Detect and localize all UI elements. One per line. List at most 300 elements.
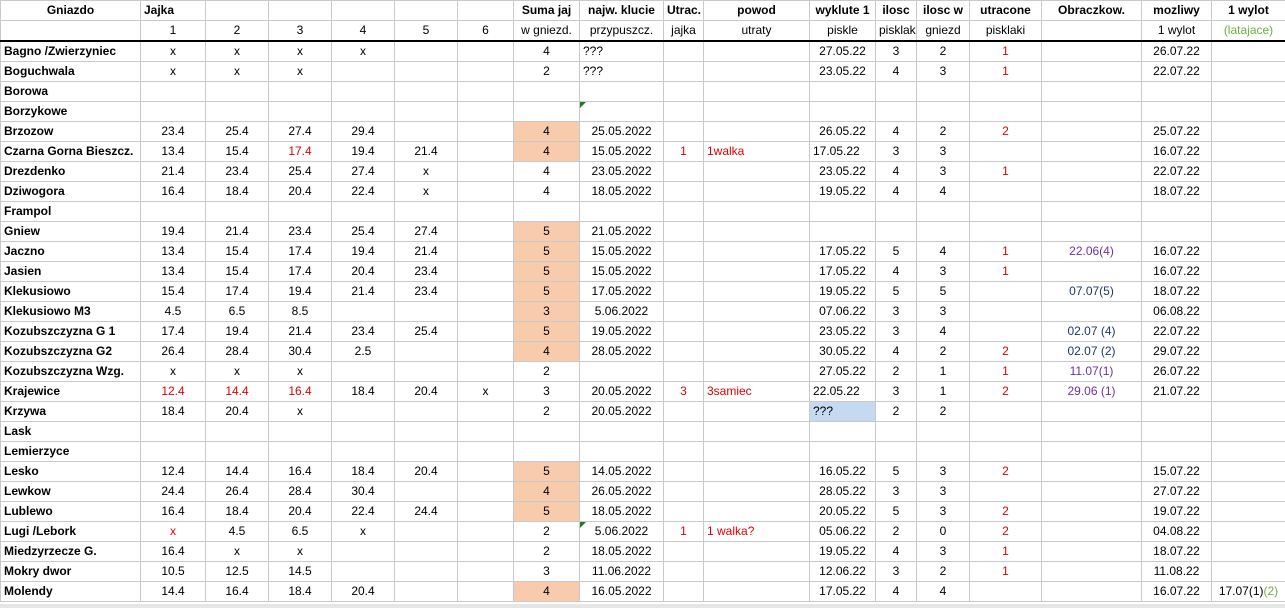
gniazdo-header[interactable]: Gniazdo xyxy=(1,1,141,21)
lost-chicks-cell[interactable]: 2 xyxy=(970,342,1042,362)
possible-flight-cell[interactable]: 18.07.22 xyxy=(1142,542,1212,562)
nest-name-cell[interactable]: Kozubszczyzna Wzg. xyxy=(1,362,141,382)
in-nest-cell[interactable]: 3 xyxy=(917,502,970,522)
in-nest-cell[interactable]: 2 xyxy=(917,402,970,422)
wylot-header[interactable]: (latajace) xyxy=(1212,21,1285,42)
chicks-count-cell[interactable]: 5 xyxy=(876,242,917,262)
loss-reason-cell[interactable] xyxy=(704,162,810,182)
ringing-cell[interactable] xyxy=(1042,482,1142,502)
in-nest-cell[interactable]: 3 xyxy=(917,462,970,482)
egg-date-cell[interactable] xyxy=(269,442,332,462)
mozliwy-header[interactable]: mozliwy xyxy=(1142,1,1212,21)
egg-sum-cell[interactable]: 5 xyxy=(514,222,580,242)
possible-flight-cell[interactable] xyxy=(1142,222,1212,242)
hatch-date-cell[interactable]: 20.05.2022 xyxy=(580,382,664,402)
header-cell[interactable]: 4 xyxy=(332,21,395,42)
egg-date-cell[interactable]: 14.5 xyxy=(269,562,332,582)
first-flight-cell[interactable] xyxy=(1212,242,1285,262)
lost-chicks-cell[interactable] xyxy=(970,222,1042,242)
ringing-cell[interactable] xyxy=(1042,122,1142,142)
egg-date-cell[interactable]: 12.4 xyxy=(141,462,206,482)
nest-name-cell[interactable]: Lesko xyxy=(1,462,141,482)
egg-date-cell[interactable]: x xyxy=(458,382,514,402)
nest-name-cell[interactable]: Klekusiowo M3 xyxy=(1,302,141,322)
egg-date-cell[interactable] xyxy=(332,82,395,102)
egg-date-cell[interactable]: x xyxy=(332,41,395,62)
lost-chicks-cell[interactable]: 1 xyxy=(970,162,1042,182)
egg-sum-cell[interactable]: 4 xyxy=(514,182,580,202)
egg-date-cell[interactable] xyxy=(458,302,514,322)
egg-date-cell[interactable] xyxy=(458,562,514,582)
hatch-date-cell[interactable]: 15.05.2022 xyxy=(580,142,664,162)
egg-date-cell[interactable]: 23.4 xyxy=(269,222,332,242)
lost-eggs-cell[interactable] xyxy=(664,222,704,242)
hatch-date-cell[interactable]: 18.05.2022 xyxy=(580,502,664,522)
egg-date-cell[interactable]: 20.4 xyxy=(332,262,395,282)
egg-date-cell[interactable]: 8.5 xyxy=(269,302,332,322)
egg-sum-cell[interactable] xyxy=(514,422,580,442)
first-hatch-cell[interactable]: 27.05.22 xyxy=(810,41,876,62)
najw-klucie-header[interactable]: przypuszcz. xyxy=(580,21,664,42)
lost-chicks-cell[interactable]: 2 xyxy=(970,522,1042,542)
ringing-cell[interactable] xyxy=(1042,142,1142,162)
egg-date-cell[interactable]: x xyxy=(206,542,269,562)
egg-date-cell[interactable]: x xyxy=(395,162,458,182)
egg-date-cell[interactable] xyxy=(332,422,395,442)
loss-reason-cell[interactable] xyxy=(704,62,810,82)
egg-date-cell[interactable]: x xyxy=(269,41,332,62)
chicks-count-cell[interactable]: 5 xyxy=(876,462,917,482)
mozliwy-header[interactable]: 1 wylot xyxy=(1142,21,1212,42)
loss-reason-cell[interactable] xyxy=(704,302,810,322)
egg-date-cell[interactable]: 15.4 xyxy=(206,142,269,162)
lost-chicks-cell[interactable]: 1 xyxy=(970,542,1042,562)
in-nest-cell[interactable] xyxy=(917,442,970,462)
lost-eggs-cell[interactable] xyxy=(664,482,704,502)
first-hatch-cell[interactable]: 20.05.22 xyxy=(810,502,876,522)
hatch-date-cell[interactable]: 20.05.2022 xyxy=(580,402,664,422)
ringing-cell[interactable] xyxy=(1042,222,1142,242)
egg-date-cell[interactable] xyxy=(395,202,458,222)
egg-date-cell[interactable]: 17.4 xyxy=(141,322,206,342)
possible-flight-cell[interactable] xyxy=(1142,102,1212,122)
egg-date-cell[interactable]: 15.4 xyxy=(206,262,269,282)
lost-chicks-cell[interactable] xyxy=(970,82,1042,102)
egg-date-cell[interactable] xyxy=(458,522,514,542)
loss-reason-cell[interactable] xyxy=(704,402,810,422)
egg-date-cell[interactable]: 30.4 xyxy=(269,342,332,362)
horizontal-scrollbar[interactable] xyxy=(0,604,1285,608)
ringing-cell[interactable] xyxy=(1042,582,1142,602)
hatch-date-cell[interactable]: 26.05.2022 xyxy=(580,482,664,502)
egg-date-cell[interactable]: 21.4 xyxy=(332,282,395,302)
first-flight-cell[interactable] xyxy=(1212,582,1285,602)
first-flight-cell[interactable] xyxy=(1212,462,1285,482)
egg-date-cell[interactable]: 17.4 xyxy=(269,242,332,262)
hatch-date-cell[interactable]: 15.05.2022 xyxy=(580,242,664,262)
ringing-cell[interactable] xyxy=(1042,402,1142,422)
egg-date-cell[interactable] xyxy=(458,582,514,602)
first-hatch-cell[interactable] xyxy=(810,102,876,122)
in-nest-cell[interactable] xyxy=(917,422,970,442)
possible-flight-cell[interactable]: 16.07.22 xyxy=(1142,582,1212,602)
utracone-header[interactable]: pisklaki xyxy=(970,21,1042,42)
possible-flight-cell[interactable]: 11.08.22 xyxy=(1142,562,1212,582)
egg-date-cell[interactable]: 25.4 xyxy=(332,222,395,242)
possible-flight-cell[interactable] xyxy=(1142,422,1212,442)
egg-date-cell[interactable]: 21.4 xyxy=(395,242,458,262)
possible-flight-cell[interactable]: 18.07.22 xyxy=(1142,182,1212,202)
lost-eggs-cell[interactable] xyxy=(664,82,704,102)
ringing-cell[interactable] xyxy=(1042,542,1142,562)
in-nest-cell[interactable]: 2 xyxy=(917,122,970,142)
first-hatch-cell[interactable]: 19.05.22 xyxy=(810,182,876,202)
in-nest-cell[interactable]: 3 xyxy=(917,62,970,82)
lost-chicks-cell[interactable] xyxy=(970,582,1042,602)
egg-date-cell[interactable]: x xyxy=(206,41,269,62)
egg-date-cell[interactable] xyxy=(458,262,514,282)
first-hatch-cell[interactable] xyxy=(810,222,876,242)
lost-eggs-cell[interactable] xyxy=(664,302,704,322)
egg-date-cell[interactable] xyxy=(395,582,458,602)
lost-chicks-cell[interactable]: 2 xyxy=(970,462,1042,482)
hatch-date-cell[interactable] xyxy=(580,442,664,462)
egg-sum-cell[interactable]: 4 xyxy=(514,162,580,182)
egg-date-cell[interactable] xyxy=(395,522,458,542)
ringing-cell[interactable] xyxy=(1042,422,1142,442)
ringing-cell[interactable] xyxy=(1042,202,1142,222)
egg-date-cell[interactable] xyxy=(458,82,514,102)
in-nest-cell[interactable]: 3 xyxy=(917,482,970,502)
in-nest-cell[interactable]: 4 xyxy=(917,242,970,262)
ringing-cell[interactable] xyxy=(1042,82,1142,102)
loss-reason-cell[interactable] xyxy=(704,362,810,382)
egg-date-cell[interactable]: 19.4 xyxy=(141,222,206,242)
possible-flight-cell[interactable]: 27.07.22 xyxy=(1142,482,1212,502)
lost-chicks-cell[interactable]: 1 xyxy=(970,41,1042,62)
egg-date-cell[interactable] xyxy=(141,82,206,102)
egg-date-cell[interactable] xyxy=(332,102,395,122)
egg-date-cell[interactable]: 17.4 xyxy=(269,142,332,162)
egg-date-cell[interactable]: 18.4 xyxy=(269,582,332,602)
first-flight-cell[interactable] xyxy=(1212,482,1285,502)
nest-name-cell[interactable]: Krajewice xyxy=(1,382,141,402)
loss-reason-cell[interactable] xyxy=(704,242,810,262)
egg-date-cell[interactable]: 6.5 xyxy=(206,302,269,322)
obraczkow-header[interactable]: Obraczkow. xyxy=(1042,1,1142,21)
egg-date-cell[interactable] xyxy=(269,422,332,442)
egg-date-cell[interactable]: 16.4 xyxy=(269,462,332,482)
possible-flight-cell[interactable]: 04.08.22 xyxy=(1142,522,1212,542)
egg-date-cell[interactable] xyxy=(458,402,514,422)
in-nest-cell[interactable]: 2 xyxy=(917,562,970,582)
egg-sum-cell[interactable]: 4 xyxy=(514,122,580,142)
egg-date-cell[interactable]: 13.4 xyxy=(141,242,206,262)
egg-date-cell[interactable] xyxy=(395,442,458,462)
egg-date-cell[interactable]: 20.4 xyxy=(395,462,458,482)
lost-eggs-cell[interactable]: 1 xyxy=(664,522,704,542)
egg-date-cell[interactable]: 25.4 xyxy=(206,122,269,142)
first-hatch-cell[interactable]: 17.05.22 xyxy=(810,242,876,262)
in-nest-cell[interactable]: 4 xyxy=(917,182,970,202)
first-flight-cell[interactable] xyxy=(1212,102,1285,122)
egg-date-cell[interactable]: 2.5 xyxy=(332,342,395,362)
egg-date-cell[interactable] xyxy=(458,122,514,142)
possible-flight-cell[interactable]: 16.07.22 xyxy=(1142,262,1212,282)
first-flight-cell[interactable] xyxy=(1212,62,1285,82)
lost-eggs-cell[interactable] xyxy=(664,402,704,422)
loss-reason-cell[interactable]: 3samiec xyxy=(704,382,810,402)
first-flight-cell[interactable] xyxy=(1212,402,1285,422)
lost-eggs-cell[interactable] xyxy=(664,262,704,282)
egg-date-cell[interactable]: 18.4 xyxy=(206,502,269,522)
loss-reason-cell[interactable] xyxy=(704,482,810,502)
egg-sum-cell[interactable]: 2 xyxy=(514,62,580,82)
egg-date-cell[interactable]: 18.4 xyxy=(332,462,395,482)
egg-date-cell[interactable]: 19.4 xyxy=(332,142,395,162)
egg-date-cell[interactable]: 10.5 xyxy=(141,562,206,582)
egg-date-cell[interactable]: 24.4 xyxy=(141,482,206,502)
hatch-date-cell[interactable]: 18.05.2022 xyxy=(580,182,664,202)
first-hatch-cell[interactable]: 17.05.22 xyxy=(810,142,876,162)
egg-sum-cell[interactable]: 3 xyxy=(514,382,580,402)
ringing-cell[interactable]: 11.07(1) xyxy=(1042,362,1142,382)
egg-date-cell[interactable]: 19.4 xyxy=(332,242,395,262)
ringing-cell[interactable] xyxy=(1042,462,1142,482)
hatch-date-cell[interactable] xyxy=(580,422,664,442)
utrac-header[interactable]: jajka xyxy=(664,21,704,42)
loss-reason-cell[interactable]: 1 walka? xyxy=(704,522,810,542)
chicks-count-cell[interactable]: 3 xyxy=(876,322,917,342)
egg-date-cell[interactable]: 15.4 xyxy=(206,242,269,262)
loss-reason-cell[interactable] xyxy=(704,182,810,202)
egg-date-cell[interactable]: 16.4 xyxy=(141,542,206,562)
egg-date-cell[interactable]: 29.4 xyxy=(332,122,395,142)
nest-name-cell[interactable]: Lewkow xyxy=(1,482,141,502)
nest-name-cell[interactable]: Kozubszczyzna G2 xyxy=(1,342,141,362)
first-hatch-cell[interactable]: 23.05.22 xyxy=(810,162,876,182)
chicks-count-cell[interactable]: 3 xyxy=(876,382,917,402)
egg-date-cell[interactable] xyxy=(141,102,206,122)
first-hatch-cell[interactable]: ??? xyxy=(810,402,876,422)
chicks-count-cell[interactable] xyxy=(876,422,917,442)
lost-chicks-cell[interactable] xyxy=(970,182,1042,202)
lost-chicks-cell[interactable] xyxy=(970,202,1042,222)
first-flight-cell[interactable] xyxy=(1212,362,1285,382)
loss-reason-cell[interactable] xyxy=(704,462,810,482)
egg-date-cell[interactable]: 17.4 xyxy=(269,262,332,282)
hatch-date-cell[interactable] xyxy=(580,82,664,102)
egg-date-cell[interactable]: 20.4 xyxy=(269,182,332,202)
first-hatch-cell[interactable]: 26.05.22 xyxy=(810,122,876,142)
egg-date-cell[interactable]: 18.4 xyxy=(206,182,269,202)
egg-date-cell[interactable]: x xyxy=(269,362,332,382)
egg-date-cell[interactable]: 16.4 xyxy=(141,502,206,522)
hatch-date-cell[interactable] xyxy=(580,362,664,382)
first-flight-cell[interactable] xyxy=(1212,442,1285,462)
egg-date-cell[interactable]: 20.4 xyxy=(332,582,395,602)
ringing-cell[interactable] xyxy=(1042,302,1142,322)
first-flight-cell[interactable] xyxy=(1212,142,1285,162)
egg-date-cell[interactable]: x xyxy=(332,522,395,542)
chicks-count-cell[interactable]: 4 xyxy=(876,62,917,82)
possible-flight-cell[interactable]: 16.07.22 xyxy=(1142,242,1212,262)
egg-date-cell[interactable]: 18.4 xyxy=(141,402,206,422)
header-cell[interactable] xyxy=(395,1,458,21)
lost-eggs-cell[interactable]: 3 xyxy=(664,382,704,402)
possible-flight-cell[interactable]: 19.07.22 xyxy=(1142,502,1212,522)
nest-name-cell[interactable]: Dziwogora xyxy=(1,182,141,202)
wylot-header[interactable]: 1 wylot xyxy=(1212,1,1285,21)
lost-eggs-cell[interactable] xyxy=(664,582,704,602)
egg-date-cell[interactable]: 23.4 xyxy=(141,122,206,142)
chicks-count-cell[interactable]: 2 xyxy=(876,362,917,382)
in-nest-cell[interactable]: 3 xyxy=(917,262,970,282)
nest-name-cell[interactable]: Lask xyxy=(1,422,141,442)
nest-name-cell[interactable]: Bagno /Zwierzyniec xyxy=(1,41,141,62)
lost-eggs-cell[interactable] xyxy=(664,62,704,82)
egg-date-cell[interactable]: 20.4 xyxy=(206,402,269,422)
egg-date-cell[interactable]: 18.4 xyxy=(332,382,395,402)
egg-date-cell[interactable]: 16.4 xyxy=(269,382,332,402)
egg-date-cell[interactable] xyxy=(458,542,514,562)
egg-date-cell[interactable] xyxy=(458,162,514,182)
wyklute-header[interactable]: wyklute 1 xyxy=(810,1,876,21)
header-cell[interactable]: 5 xyxy=(395,21,458,42)
first-flight-cell[interactable] xyxy=(1212,41,1285,62)
hatch-date-cell[interactable]: 15.05.2022 xyxy=(580,262,664,282)
egg-date-cell[interactable]: 21.4 xyxy=(206,222,269,242)
in-nest-cell[interactable]: 4 xyxy=(917,582,970,602)
loss-reason-cell[interactable] xyxy=(704,282,810,302)
ilosc-header[interactable]: pisklak xyxy=(876,21,917,42)
ringing-cell[interactable] xyxy=(1042,41,1142,62)
first-hatch-cell[interactable]: 23.05.22 xyxy=(810,62,876,82)
utracone-header[interactable]: utracone xyxy=(970,1,1042,21)
egg-date-cell[interactable] xyxy=(458,62,514,82)
possible-flight-cell[interactable]: 25.07.22 xyxy=(1142,122,1212,142)
nest-name-cell[interactable]: Krzywa xyxy=(1,402,141,422)
suma-jaj-header[interactable]: w gniezd. xyxy=(514,21,580,42)
egg-sum-cell[interactable]: 2 xyxy=(514,362,580,382)
egg-date-cell[interactable] xyxy=(206,102,269,122)
lost-chicks-cell[interactable] xyxy=(970,442,1042,462)
first-hatch-cell[interactable] xyxy=(810,442,876,462)
loss-reason-cell[interactable] xyxy=(704,542,810,562)
egg-date-cell[interactable] xyxy=(395,302,458,322)
first-hatch-cell[interactable]: 17.05.22 xyxy=(810,262,876,282)
egg-date-cell[interactable]: 14.4 xyxy=(141,582,206,602)
egg-date-cell[interactable] xyxy=(395,562,458,582)
gniazdo-header[interactable] xyxy=(1,21,141,42)
egg-date-cell[interactable]: 28.4 xyxy=(206,342,269,362)
egg-date-cell[interactable]: x xyxy=(206,362,269,382)
jajka-header[interactable]: Jajka xyxy=(141,1,206,21)
possible-flight-cell[interactable]: 26.07.22 xyxy=(1142,41,1212,62)
utrac-header[interactable]: Utrac. xyxy=(664,1,704,21)
egg-date-cell[interactable] xyxy=(332,562,395,582)
lost-eggs-cell[interactable] xyxy=(664,562,704,582)
nest-name-cell[interactable]: Borowa xyxy=(1,82,141,102)
possible-flight-cell[interactable]: 21.07.22 xyxy=(1142,382,1212,402)
nest-name-cell[interactable]: Miedzyrzecze G. xyxy=(1,542,141,562)
first-hatch-cell[interactable] xyxy=(810,422,876,442)
egg-date-cell[interactable]: 24.4 xyxy=(395,502,458,522)
in-nest-cell[interactable]: 1 xyxy=(917,362,970,382)
first-flight-cell[interactable] xyxy=(1212,82,1285,102)
lost-eggs-cell[interactable] xyxy=(664,502,704,522)
hatch-date-cell[interactable]: 16.05.2022 xyxy=(580,582,664,602)
loss-reason-cell[interactable] xyxy=(704,422,810,442)
ringing-cell[interactable] xyxy=(1042,102,1142,122)
lost-chicks-cell[interactable]: 1 xyxy=(970,362,1042,382)
ringing-cell[interactable] xyxy=(1042,262,1142,282)
egg-date-cell[interactable]: 12.5 xyxy=(206,562,269,582)
egg-date-cell[interactable]: 22.4 xyxy=(332,182,395,202)
ringing-cell[interactable]: 02.07 (2) xyxy=(1042,342,1142,362)
egg-date-cell[interactable]: 20.4 xyxy=(395,382,458,402)
hatch-date-cell[interactable] xyxy=(580,202,664,222)
egg-date-cell[interactable]: 17.4 xyxy=(206,282,269,302)
hatch-date-cell[interactable]: 23.05.2022 xyxy=(580,162,664,182)
chicks-count-cell[interactable]: 4 xyxy=(876,162,917,182)
hatch-date-cell[interactable]: 5.06.2022 xyxy=(580,522,664,542)
ringing-cell[interactable]: 22.06(4) xyxy=(1042,242,1142,262)
nest-name-cell[interactable]: Kozubszczyzna G 1 xyxy=(1,322,141,342)
loss-reason-cell[interactable] xyxy=(704,582,810,602)
nest-name-cell[interactable]: Gniew xyxy=(1,222,141,242)
header-cell[interactable] xyxy=(206,1,269,21)
nest-name-cell[interactable]: Jasien xyxy=(1,262,141,282)
first-flight-cell[interactable] xyxy=(1212,342,1285,362)
lost-eggs-cell[interactable] xyxy=(664,182,704,202)
egg-date-cell[interactable]: 20.4 xyxy=(269,502,332,522)
egg-date-cell[interactable]: 4.5 xyxy=(141,302,206,322)
possible-flight-cell[interactable]: 22.07.22 xyxy=(1142,322,1212,342)
in-nest-cell[interactable] xyxy=(917,222,970,242)
egg-date-cell[interactable] xyxy=(395,342,458,362)
egg-date-cell[interactable] xyxy=(458,342,514,362)
egg-date-cell[interactable] xyxy=(395,82,458,102)
possible-flight-cell[interactable]: 16.07.22 xyxy=(1142,142,1212,162)
egg-date-cell[interactable]: 23.4 xyxy=(395,282,458,302)
ringing-cell[interactable] xyxy=(1042,162,1142,182)
egg-date-cell[interactable] xyxy=(458,482,514,502)
obraczkow-header[interactable] xyxy=(1042,21,1142,42)
wyklute-header[interactable]: piskle xyxy=(810,21,876,42)
nest-name-cell[interactable]: Jaczno xyxy=(1,242,141,262)
egg-date-cell[interactable]: 16.4 xyxy=(206,582,269,602)
egg-date-cell[interactable] xyxy=(206,82,269,102)
egg-date-cell[interactable]: 21.4 xyxy=(269,322,332,342)
chicks-count-cell[interactable]: 3 xyxy=(876,562,917,582)
in-nest-cell[interactable]: 0 xyxy=(917,522,970,542)
egg-sum-cell[interactable]: 5 xyxy=(514,462,580,482)
najw-klucie-header[interactable]: najw. klucie xyxy=(580,1,664,21)
egg-date-cell[interactable] xyxy=(206,422,269,442)
first-hatch-cell[interactable]: 16.05.22 xyxy=(810,462,876,482)
loss-reason-cell[interactable]: 1walka xyxy=(704,142,810,162)
possible-flight-cell[interactable]: 22.07.22 xyxy=(1142,162,1212,182)
chicks-count-cell[interactable]: 4 xyxy=(876,582,917,602)
egg-date-cell[interactable] xyxy=(395,402,458,422)
chicks-count-cell[interactable]: 2 xyxy=(876,522,917,542)
nest-name-cell[interactable]: Czarna Gorna Bieszcz. xyxy=(1,142,141,162)
first-flight-cell[interactable] xyxy=(1212,502,1285,522)
egg-date-cell[interactable] xyxy=(458,41,514,62)
egg-sum-cell[interactable]: 2 xyxy=(514,522,580,542)
lost-chicks-cell[interactable]: 2 xyxy=(970,502,1042,522)
